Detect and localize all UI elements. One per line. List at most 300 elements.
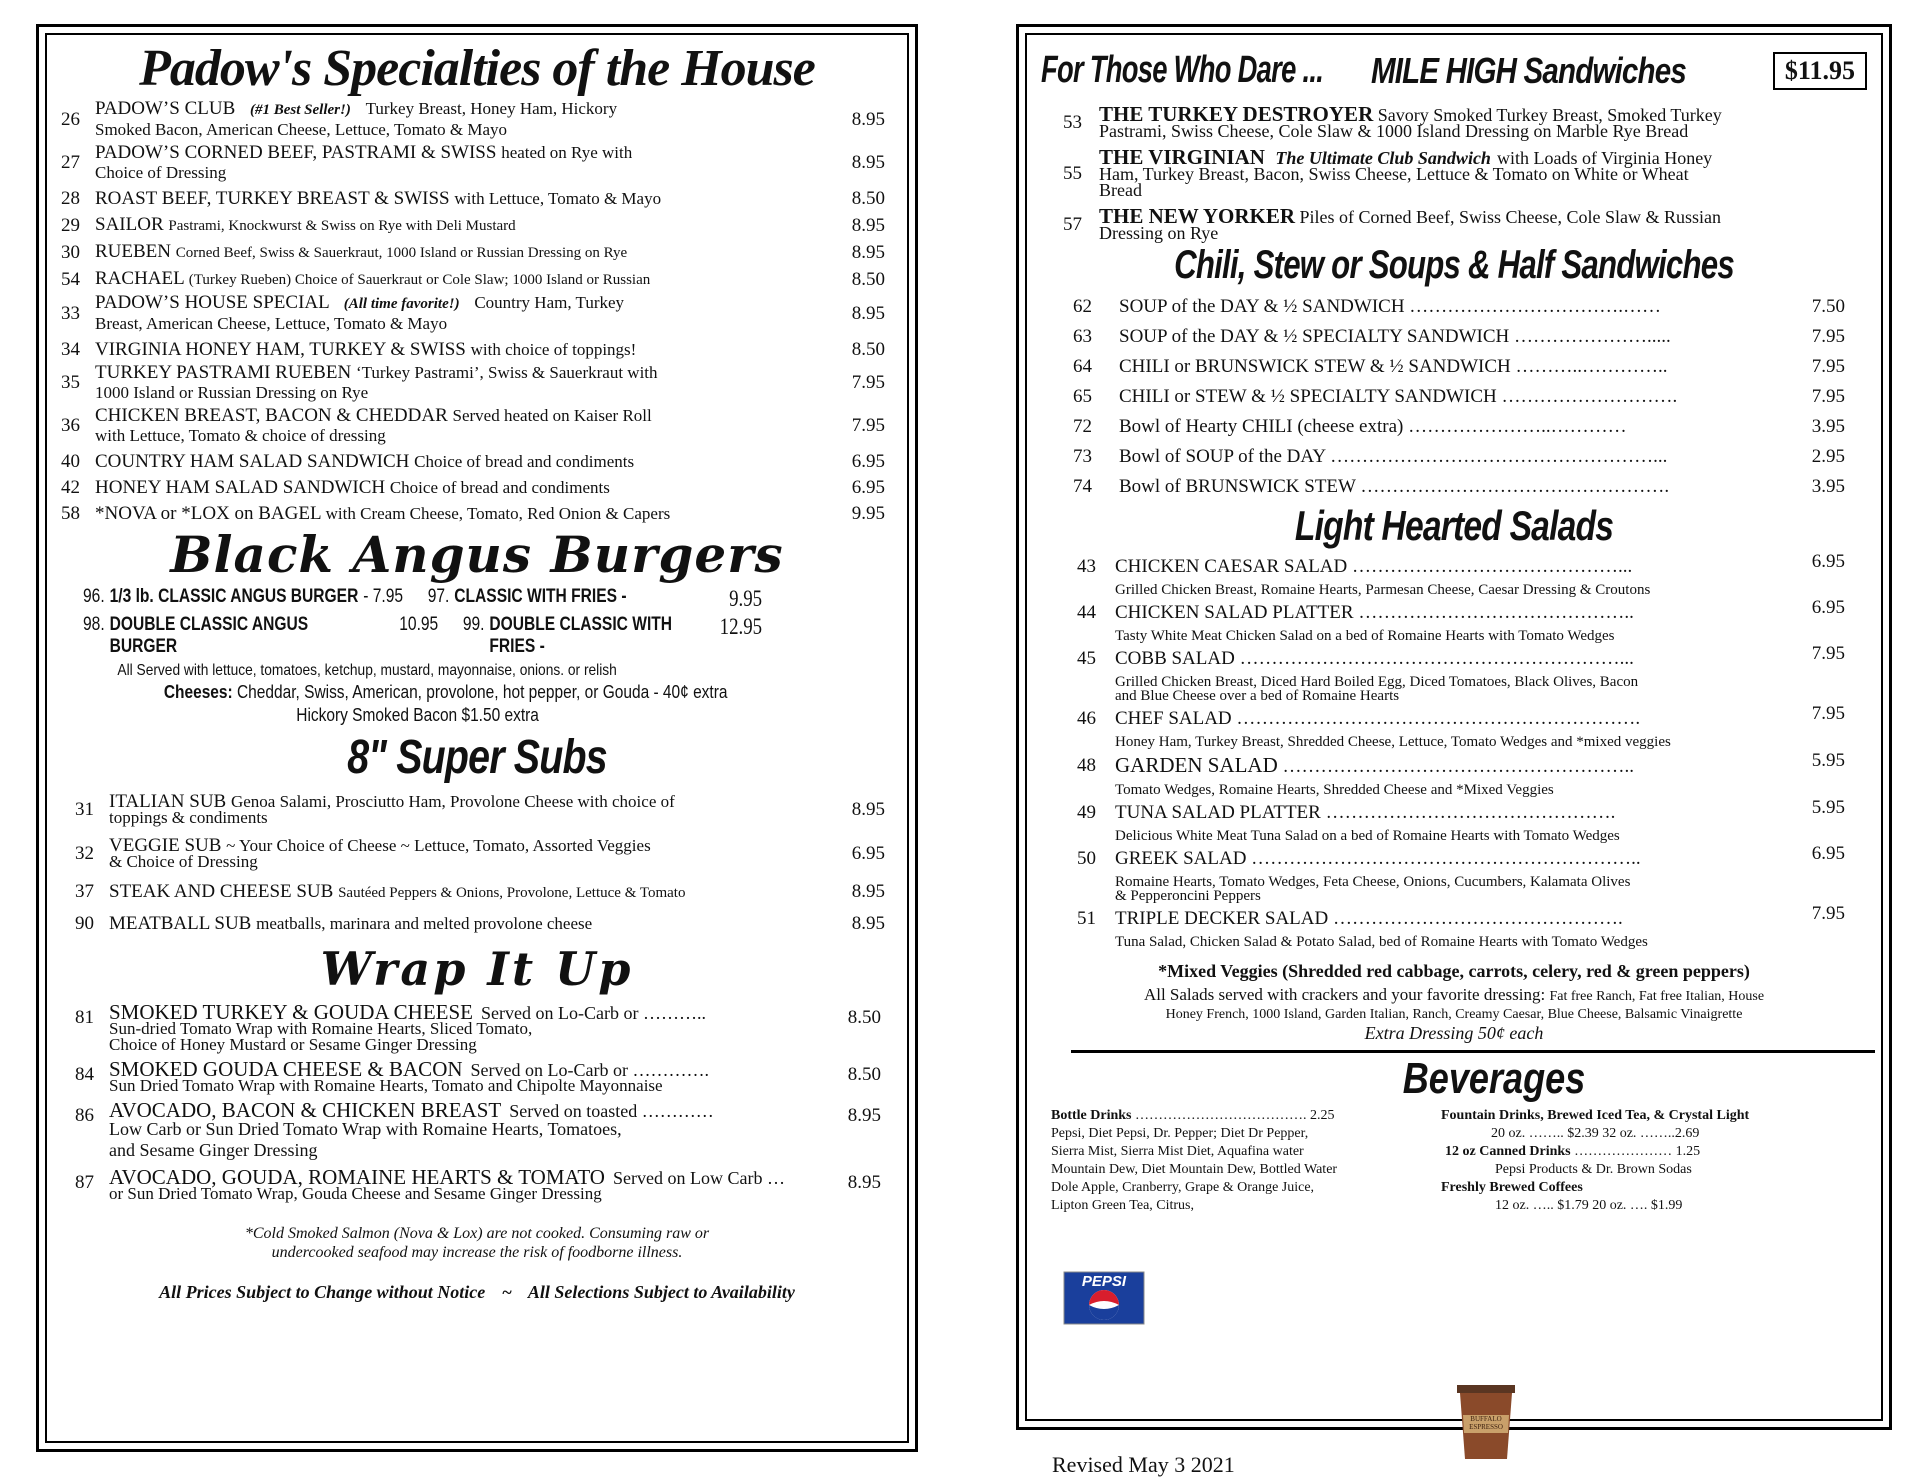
dressing-note-intro: All Salads served with crackers and your favorite dressing: [1143,985,1546,1004]
salad-description [1077,935,1867,949]
item-line-1 [95,242,821,263]
sub-number: 37 [75,881,94,902]
right-menu-panel [1016,24,1892,1430]
mile-high-detail: Piles of Corned Beef, Swiss Cheese, Cole Slaw & Russian [1299,207,1722,227]
chili-number: 73 [1073,446,1092,467]
chili-name: Bowl of BRUNSWICK STEW [1119,476,1356,497]
salad-title-line [1115,909,1797,929]
salad-dots: ………………………………………. [1332,908,1623,929]
canned-drinks-price: 1.25 [1675,1144,1701,1159]
sub-detail: meatballs, marinara and melted provolone cheese [256,914,593,933]
sub-line-1 [109,913,821,934]
salad-name: CHICKEN SALAD PLATTER [1115,602,1354,623]
menu-item [61,99,893,140]
chili-name: CHILI or BRUNSWICK STEW & ½ SANDWICH [1119,356,1511,377]
mile-high-number: 55 [1063,162,1082,184]
chili-number: 62 [1073,296,1092,317]
item-detail: Turkey Breast, Honey Ham, Hickory [365,99,618,118]
wrap-detail: Served on Lo-Carb or ……….. [481,1003,706,1023]
dressing-note [1041,986,1867,1042]
wraps-list [61,1000,893,1203]
item-number: 36 [61,415,80,436]
coffee-cup-image [1457,1385,1515,1459]
burger-97-price: 9.95 [729,586,763,611]
wrap-detail: Served on toasted ………… [509,1101,714,1121]
burger-row-1 [83,586,893,612]
burger-98-name: DOUBLE CLASSIC ANGUS BURGER [109,614,309,657]
chili-dots: …………………..... [1513,326,1671,347]
chili-description [1119,357,1797,377]
dressing-note-options: Fat free Ranch, Fat free Italian, House [1549,989,1765,1004]
wrap-title: Wrap It Up [320,942,634,996]
chili-dots: ……………………………………………... [1330,446,1668,467]
salad-desc-line-1: Honey Ham, Turkey Breast, Shredded Cheese, Lettuce, Tomato Wedges and *mixed veggies [1115,734,1671,750]
sub-price: 8.95 [851,913,885,934]
salad-row [1077,551,1867,577]
item-price: 8.95 [851,241,885,263]
item-number: 42 [61,477,80,498]
chili-price: 7.50 [1811,296,1845,317]
wrap-number: 84 [75,1064,94,1085]
mile-high-number: 53 [1063,111,1082,133]
salad-title-line [1115,849,1797,869]
bottle-drinks-dots: ………………………………. [1135,1108,1307,1123]
mile-high-line-2: Dressing on Rye [1099,223,1219,243]
mile-high-detail: Savory Smoked Turkey Breast, Smoked Turkey [1377,105,1722,125]
wrap-line-3: Choice of Honey Mustard or Sesame Ginger Dressing [109,1035,477,1054]
sub-number: 31 [75,799,94,820]
revised-date: Revised May 3 2021 [1052,1452,1235,1477]
salad-number: 43 [1077,556,1096,577]
item-line-2: Breast, American Cheese, Lettuce, Tomato & Mayo [95,314,448,333]
salad-dots: ………………………………………. [1325,802,1616,823]
burger-99-price: 12.95 [719,614,763,639]
mile-high-price-badge: $11.95 [1773,52,1867,90]
bottle-drinks-price: 2.25 [1310,1108,1335,1123]
menu-item [61,504,893,524]
chili-name: CHILI or STEW & ½ SPECIALTY SANDWICH [1119,386,1497,407]
chili-number: 64 [1073,356,1092,377]
bottle-drinks [1041,1107,1441,1215]
menu-item [61,242,893,263]
mile-high-header [1041,49,1867,92]
salad-row [1077,703,1867,729]
fountain-drinks [1441,1107,1867,1215]
burger-97-num: 97. [427,586,450,607]
item-description [95,215,821,236]
burger-98-price: 10.95 [399,614,439,635]
item-name: RUEBEN [95,241,171,262]
coffee-cup-label-b: ESPRESSO [1469,1423,1503,1431]
salad-name: TUNA SALAD PLATTER [1115,802,1321,823]
mile-high-number: 57 [1063,213,1082,235]
mile-high-tag: The Ultimate Club Sandwich [1275,148,1491,168]
wrap-name: SMOKED TURKEY & GOUDA CHEESE [109,1000,474,1024]
sub-line-1 [109,880,821,902]
wrap-name: SMOKED GOUDA CHEESE & BACON [109,1057,463,1081]
menu-item [61,143,893,183]
sub-description [109,880,821,902]
salad-desc-line-1: Tasty White Meat Chicken Salad on a bed of Romaine Hearts with Tomato Wedges [1115,628,1615,644]
wrap-item [75,1000,893,1054]
mile-high-item [1063,204,1867,243]
salad-dots: …………………………………………………….. [1251,848,1641,869]
item-description [95,406,821,446]
salad-name: GARDEN SALAD [1115,753,1278,777]
salad-row [1077,903,1867,929]
salad-price: 7.95 [1811,703,1845,724]
wrap-description [109,1098,831,1161]
burger-96-num: 96. [83,586,105,607]
burger-96-price: - 7.95 [363,586,404,607]
bottle-drink-line: Sierra Mist, Sierra Mist Diet, Aquafina water [1051,1144,1304,1159]
sub-number: 90 [75,913,94,934]
mile-high-name: THE VIRGINIAN [1099,145,1265,169]
item-name: PADOW’S HOUSE SPECIAL [95,292,330,313]
item-description [95,363,821,403]
wrap-item [75,1165,893,1203]
menu-item [61,269,893,290]
mixed-veggies-note: *Mixed Veggies (Shredded red cabbage, carrots, celery, red & green peppers) [1158,961,1750,981]
salad-price: 7.95 [1811,903,1845,924]
right-menu-inner [1025,33,1883,1431]
mile-high-description [1099,102,1867,141]
menu-item [61,363,893,403]
bottle-drink-line: Mountain Dew, Diet Mountain Dew, Bottled Water [1051,1162,1338,1177]
item-price: 8.95 [851,152,885,173]
menu-item [61,478,893,498]
item-detail: Served heated on Kaiser Roll [452,406,652,425]
pepsi-logo [1063,1271,1145,1325]
mile-high-line-2: Ham, Turkey Breast, Bacon, Swiss Cheese, Lettuce & Tomato on White or Wheat [1099,164,1689,184]
item-name: PADOW’S CORNED BEEF, PASTRAMI & SWISS [95,142,497,163]
item-line-1 [95,504,821,524]
mile-high-title-b: MILE HIGH Sandwiches [1371,49,1686,91]
chili-item [1073,417,1867,437]
fountain-drinks-label: Fountain Drinks, Brewed Iced Tea, & Crystal Light [1441,1108,1750,1123]
salad-number: 50 [1077,848,1096,869]
salad-description [1077,583,1867,597]
coffee-sizes: 12 oz. ….. $1.79 20 oz. …. $1.99 [1495,1198,1683,1213]
burgers-title: Black Angus Burgers [170,525,784,584]
item-price: 8.50 [851,339,885,360]
item-price: 6.95 [851,451,885,472]
chili-title: Chili, Stew or Soups & Half Sandwiches [1174,243,1734,287]
salad-name: TRIPLE DECKER SALAD [1115,908,1329,929]
dressing-note-line-2: Honey French, 1000 Island, Garden Italian, Ranch, Creamy Caesar, Blue Cheese, Balsamic Vinaigrette [1165,1007,1743,1022]
salad-title-line [1115,755,1797,777]
chili-price: 2.95 [1811,446,1845,467]
mile-high-name: THE TURKEY DESTROYER [1099,102,1374,126]
salad-title-line [1115,649,1797,669]
salad-description [1077,783,1867,797]
item-line-1 [95,215,821,236]
item-price: 7.95 [851,415,885,436]
item-line-1 [95,478,821,498]
salad-number: 48 [1077,755,1096,776]
canned-drinks-label: 12 oz Canned Drinks [1445,1144,1571,1159]
wrap-name: AVOCADO, GOUDA, ROMAINE HEARTS & TOMATO [109,1165,605,1189]
sub-name: VEGGIE SUB [109,835,222,856]
sub-item [75,791,893,827]
bottle-drink-line: Pepsi, Diet Pepsi, Dr. Pepper; Diet Dr Pepper, [1051,1126,1309,1141]
dressing-note-line-1 [1041,986,1867,1006]
salad-description [1077,829,1867,843]
burger-96-name: 1/3 lb. CLASSIC ANGUS BURGER [109,586,359,607]
item-detail: (Turkey Rueben) Choice of Sauerkraut or Cole Slaw; 1000 Island or Russian [188,272,651,288]
salad-row [1077,643,1867,669]
burger-99-name: DOUBLE CLASSIC WITH FRIES - [489,614,673,657]
chili-dots: …………………..………… [1408,416,1627,437]
specialties-title: Padow's Specialties of the House [139,40,815,97]
item-line-2: 1000 Island or Russian Dressing on Rye [95,383,369,402]
item-name: SAILOR [95,214,164,235]
item-description [95,269,821,290]
item-description [95,478,821,498]
coffee-cup-label [1457,1415,1515,1431]
item-number: 27 [61,152,80,173]
salad-number: 44 [1077,602,1096,623]
item-price: 8.95 [851,108,885,130]
cheeses-list: Cheddar, Swiss, American, provolone, hot pepper, or Gouda - 40¢ extra [236,682,728,702]
burgers-section [61,586,893,726]
chili-item [1073,297,1867,317]
chili-item [1073,327,1867,347]
salad-title-line [1115,557,1797,577]
menu-item [61,452,893,472]
item-name: TURKEY PASTRAMI RUEBEN [95,362,352,383]
sub-item [75,835,893,871]
menu-item [61,189,893,209]
salads-list [1041,551,1867,950]
burger-99-num: 99. [462,614,485,635]
salad-name: COBB SALAD [1115,648,1235,669]
chili-description [1119,387,1797,407]
coffee-label: Freshly Brewed Coffees [1441,1180,1583,1195]
item-line-1 [95,293,821,314]
salad-dots: ……………………………………………….. [1282,756,1634,777]
specialties-list [61,99,893,524]
mile-high-item [1063,145,1867,200]
item-name: *NOVA or *LOX on BAGEL [95,503,321,524]
item-detail: Choice of bread and condiments [389,478,610,497]
bottle-drink-line: Dole Apple, Cranberry, Grape & Orange Juice, [1051,1180,1315,1195]
sub-detail: ~ Your Choice of Cheese ~ Lettuce, Tomato, Assorted Veggies [226,836,651,855]
salad-item [1077,643,1867,704]
burger-note-bacon: Hickory Smoked Bacon $1.50 extra [296,705,539,725]
salad-desc-line-1: Delicious White Meat Tuna Salad on a bed of Romaine Hearts with Tomato Wedges [1115,828,1620,844]
item-number: 29 [61,214,80,236]
item-name: HONEY HAM SALAD SANDWICH [95,477,386,498]
wrap-line-2: or Sun Dried Tomato Wrap, Gouda Cheese and Sesame Ginger Dressing [109,1184,602,1203]
item-line-1 [95,363,821,383]
salad-description [1077,675,1867,703]
burger-97-name: CLASSIC WITH FRIES - [454,586,627,607]
wrap-price: 8.50 [847,1064,881,1085]
salad-number: 46 [1077,708,1096,729]
item-name: CHICKEN BREAST, BACON & CHEDDAR [95,405,448,426]
salad-price: 7.95 [1811,643,1845,664]
mile-high-list [1041,102,1867,243]
item-line-1 [95,189,821,209]
salad-desc-line-1: Grilled Chicken Breast, Romaine Hearts, Parmesan Cheese, Caesar Dressing & Croutons [1115,582,1651,598]
sub-detail: Genoa Salami, Prosciutto Ham, Provolone Cheese with choice of [230,792,675,811]
chili-dots: ………..………….. [1515,356,1668,377]
salad-item [1077,797,1867,844]
salad-price: 6.95 [1811,843,1845,864]
salad-price: 6.95 [1811,551,1845,572]
item-tag: (#1 Best Seller!) [250,102,351,118]
item-number: 26 [61,108,80,130]
item-description [95,99,821,140]
wrap-number: 87 [75,1172,94,1193]
mile-high-name: THE NEW YORKER [1099,204,1296,228]
pepsi-logo-text: PEPSI [1081,1273,1127,1290]
item-price: 6.95 [851,477,885,498]
sub-price: 8.95 [851,881,885,902]
bottle-drink-line: Lipton Green Tea, Citrus, [1051,1198,1195,1213]
chili-number: 72 [1073,416,1092,437]
salad-dots: ……………………………………………………... [1239,648,1634,669]
coffee-cup-label-a: BUFFALO [1470,1415,1502,1423]
wrap-line-2: Sun-dried Tomato Wrap with Romaine Hearts, Sliced Tomato, [109,1019,533,1038]
burger-98-num: 98. [83,614,105,635]
item-tag: (All time favorite!) [343,296,460,312]
wrap-description [109,1165,831,1203]
chili-description [1119,297,1797,317]
sub-line-2: toppings & condiments [109,808,268,827]
canned-drinks-note: Pepsi Products & Dr. Brown Sodas [1495,1162,1692,1177]
mile-high-line-2: Pastrami, Swiss Cheese, Cole Slaw & 1000 Island Dressing on Marble Rye Bread [1099,121,1689,141]
chili-name: SOUP of the DAY & ½ SANDWICH [1119,296,1405,317]
canned-drinks-row [1441,1143,1867,1161]
mile-high-description [1099,204,1867,243]
item-description [95,340,821,360]
item-description [95,504,821,524]
item-price: 8.50 [851,188,885,209]
salmon-note-line-2: undercooked seafood may increase the risk of foodborne illness. [271,1244,683,1261]
item-number: 33 [61,302,80,324]
chili-price: 7.95 [1811,326,1845,347]
sub-number: 32 [75,843,94,864]
sub-description [109,913,821,934]
chili-price: 7.95 [1811,356,1845,377]
item-line-1 [95,452,821,472]
chili-description [1119,327,1797,347]
salad-item [1077,843,1867,904]
item-name: COUNTRY HAM SALAD SANDWICH [95,451,410,472]
item-number: 34 [61,339,80,360]
chili-name: SOUP of the DAY & ½ SPECIALTY SANDWICH [1119,326,1510,347]
item-price: 7.95 [851,372,885,393]
wrap-price: 8.95 [847,1105,881,1126]
item-line-2: Choice of Dressing [95,163,227,182]
item-line-1 [95,99,821,120]
salad-row [1077,797,1867,823]
item-line-2: Smoked Bacon, American Cheese, Lettuce, Tomato & Mayo [95,120,508,139]
chili-number: 65 [1073,386,1092,407]
item-detail: with choice of toppings! [470,340,637,359]
sub-price: 6.95 [851,843,885,864]
wrap-number: 81 [75,1007,94,1028]
item-name: VIRGINIA HONEY HAM, TURKEY & SWISS [95,339,466,360]
chili-list [1041,297,1867,497]
sub-item [75,914,893,934]
bottle-drinks-label: Bottle Drinks [1051,1108,1132,1123]
sub-price: 8.95 [851,799,885,820]
item-price: 9.95 [851,503,885,524]
wrap-line-2: Low Carb or Sun Dried Tomato Wrap with Romaine Hearts, Tomatoes, [109,1119,622,1139]
item-number: 58 [61,503,80,524]
footer-prices-note: All Prices Subject to Change without Notice [159,1282,486,1302]
chili-name: Bowl of SOUP of the DAY [1119,446,1326,467]
item-line-1 [95,269,821,290]
item-detail: Corned Beef, Swiss & Sauerkraut, 1000 Island or Russian Dressing on Rye [175,245,628,261]
salad-item [1077,750,1867,798]
menu-item [61,293,893,334]
wrap-item [75,1057,893,1095]
item-line-2: with Lettuce, Tomato & choice of dressing [95,426,386,445]
salad-row [1077,750,1867,777]
left-menu-inner [45,33,909,1443]
item-number: 54 [61,268,80,290]
salad-row [1077,597,1867,623]
item-line-1 [95,406,821,426]
burger-note-cheeses [83,682,891,703]
salad-dots: ………………………………………………………. [1236,708,1641,729]
wrap-price: 8.50 [847,1007,881,1028]
wrap-description [109,1000,831,1054]
chili-price: 3.95 [1811,416,1845,437]
chili-description [1119,447,1797,467]
sub-name: ITALIAN SUB [109,791,227,812]
sub-description [109,835,821,871]
salad-name: GREEK SALAD [1115,848,1247,869]
footer-availability-note: All Selections Subject to Availability [527,1282,795,1302]
chili-number: 74 [1073,476,1092,497]
salad-description [1077,735,1867,749]
wrap-line-3: and Sesame Ginger Dressing [109,1140,318,1160]
salad-description [1077,875,1867,903]
chili-dots: …………………………………………. [1360,476,1670,497]
burger-row-2 [83,614,893,658]
chili-dots: ………………………. [1501,386,1678,407]
salad-item [1077,551,1867,598]
chili-description [1119,417,1797,437]
sub-name: MEATBALL SUB [109,913,252,934]
item-detail: Pastrami, Knockwurst & Swiss on Rye with Deli Mustard [168,218,516,234]
salad-title-line [1115,603,1797,623]
salad-number: 49 [1077,802,1096,823]
salad-number: 51 [1077,908,1096,929]
chili-name: Bowl of Hearty CHILI (cheese extra) [1119,416,1404,437]
chili-item [1073,447,1867,467]
beverages-section [1041,1107,1867,1215]
mile-high-detail: with Loads of Virginia Honey [1496,148,1713,168]
chili-price: 3.95 [1811,476,1845,497]
salmon-note [61,1224,893,1262]
salad-desc-line-1: Tomato Wedges, Romaine Hearts, Shredded Cheese and *Mixed Veggies [1115,782,1554,798]
item-detail: Country Ham, Turkey [474,293,625,312]
salad-name: CHEF SALAD [1115,708,1232,729]
item-description [95,189,821,209]
salad-price: 5.95 [1811,750,1845,771]
salads-title: Light Hearted Salads [1294,502,1614,549]
salad-desc-line-2: & Pepperoncini Peppers [1115,888,1261,904]
item-price: 8.95 [851,302,885,324]
sub-name: STEAK AND CHEESE SUB [109,880,334,902]
chili-price: 7.95 [1811,386,1845,407]
